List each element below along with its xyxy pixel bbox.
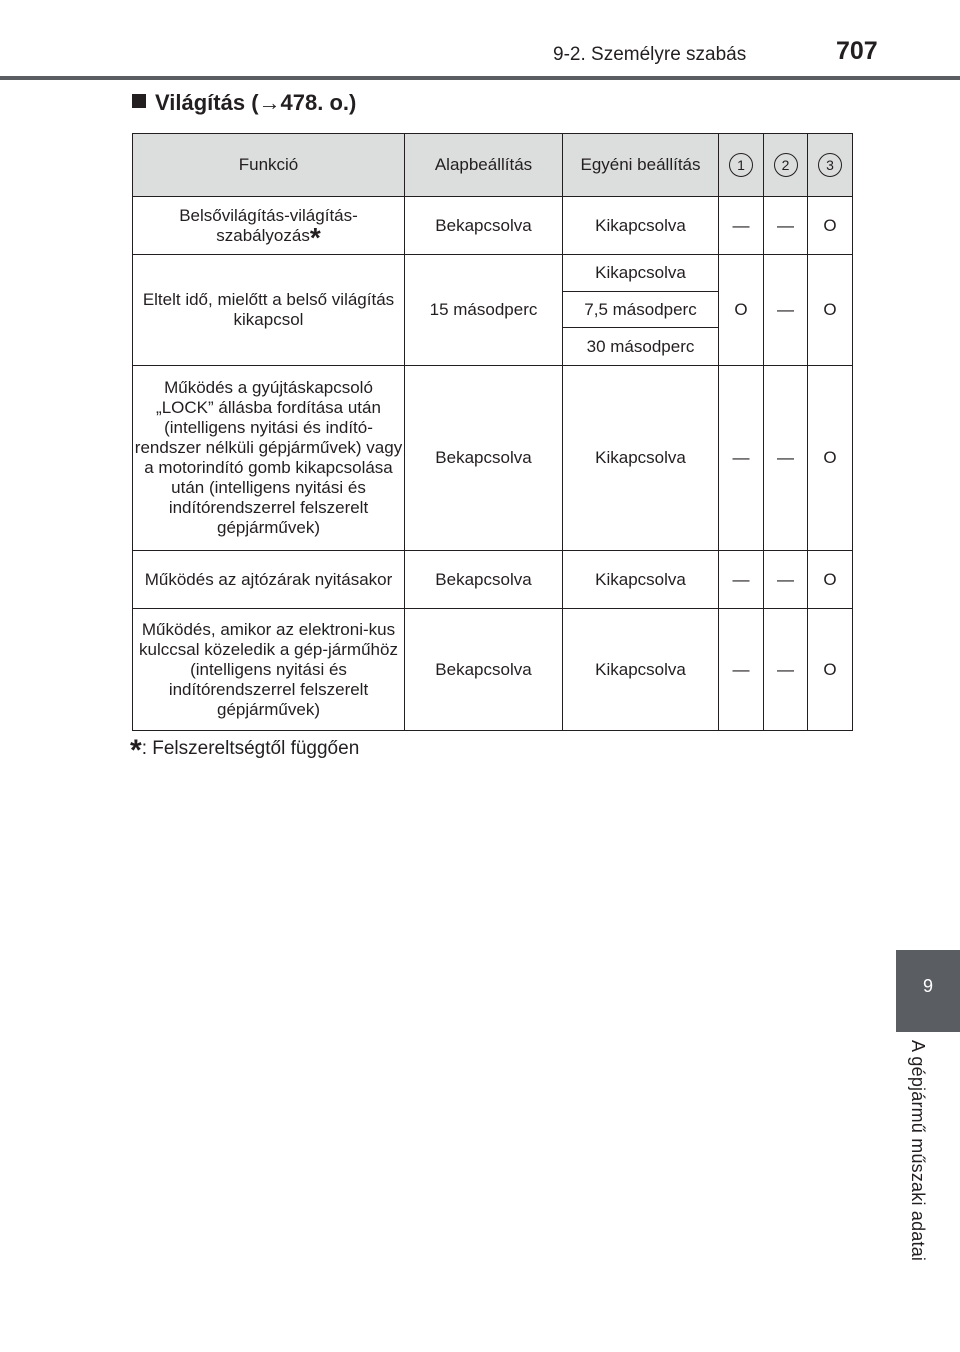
default-cell: 15 másodperc	[405, 255, 563, 366]
table-row	[133, 551, 853, 609]
chapter-tab	[896, 950, 960, 1032]
custom-cell: Kikapcsolva	[563, 551, 719, 609]
table-row	[133, 197, 853, 255]
col1-cell: —	[719, 197, 764, 255]
col3-cell: O	[808, 255, 853, 366]
col1-cell: —	[719, 366, 764, 551]
custom-cell: Kikapcsolva	[563, 609, 719, 731]
settings-table	[132, 133, 853, 731]
header-section-title: 9-2. Személyre szabás	[553, 44, 747, 65]
footnote	[130, 734, 360, 767]
col2-cell: —	[764, 197, 808, 255]
table-row	[133, 366, 853, 551]
default-cell: Bekapcsolva	[405, 197, 563, 255]
col3-cell: O	[808, 366, 853, 551]
table-row	[133, 609, 853, 731]
custom-option-cell: 7,5 másodperc	[563, 292, 719, 328]
footnote-asterisk: *	[309, 221, 321, 253]
page-number: 707	[836, 37, 878, 65]
col1-cell: —	[719, 551, 764, 609]
header-col3	[808, 134, 853, 197]
header-function: Funkció	[133, 134, 405, 197]
custom-cell: Kikapcsolva	[563, 366, 719, 551]
table-row	[133, 255, 853, 292]
section-heading-text: Világítás (→478. o.)	[155, 90, 357, 115]
header-col2	[764, 134, 808, 197]
col3-cell: O	[808, 197, 853, 255]
custom-option-cell: 30 másodperc	[563, 328, 719, 366]
header-default: Alapbeállítás	[405, 134, 563, 197]
col3-cell: O	[808, 551, 853, 609]
default-cell: Bekapcsolva	[405, 551, 563, 609]
footnote-asterisk: *	[130, 734, 142, 767]
function-cell: Működés a gyújtáskapcsoló „LOCK” állásba fordítása után (intelligens nyitási és indító-rendszer nélküli gépjárművek) vagy a motorindító gomb kikapcsolása után (intelligens nyitási és indítórendszerrel felszerelt gépjárművek)	[133, 366, 405, 551]
default-cell: Bekapcsolva	[405, 609, 563, 731]
custom-option-cell: Kikapcsolva	[563, 255, 719, 292]
col2-cell: —	[764, 609, 808, 731]
custom-cell: Kikapcsolva	[563, 197, 719, 255]
section-heading	[132, 90, 356, 116]
function-cell: Működés az ajtózárak nyitásakor	[133, 551, 405, 609]
col1-cell: —	[719, 609, 764, 731]
col2-cell: —	[764, 366, 808, 551]
footnote-text: : Felszereltségtől függően	[141, 738, 360, 759]
col2-cell: —	[764, 255, 808, 366]
header-custom: Egyéni beállítás	[563, 134, 719, 197]
circled-3-icon: 3	[818, 153, 842, 177]
header-divider	[0, 76, 960, 80]
circled-1-icon: 1	[729, 153, 753, 177]
function-cell: Működés, amikor az elektroni-kus kulccsal közeledik a gép-járműhöz (intelligens nyitási és indítórendszerrel felszerelt gépjárművek)	[133, 609, 405, 731]
square-bullet-icon	[132, 94, 146, 108]
col3-cell: O	[808, 609, 853, 731]
circled-2-icon: 2	[774, 153, 798, 177]
table-header-row	[133, 134, 853, 197]
chapter-title: A gépjármű műszaki adatai	[908, 1040, 928, 1262]
col1-cell: O	[719, 255, 764, 366]
col2-cell: —	[764, 551, 808, 609]
chapter-number: 9	[922, 976, 933, 996]
function-cell: Eltelt idő, mielőtt a belső világítás kikapcsol	[133, 255, 405, 366]
header-col1	[719, 134, 764, 197]
function-text: Belsővilágítás-világítás-szabályozás	[179, 205, 358, 245]
function-cell	[133, 197, 405, 255]
default-cell: Bekapcsolva	[405, 366, 563, 551]
